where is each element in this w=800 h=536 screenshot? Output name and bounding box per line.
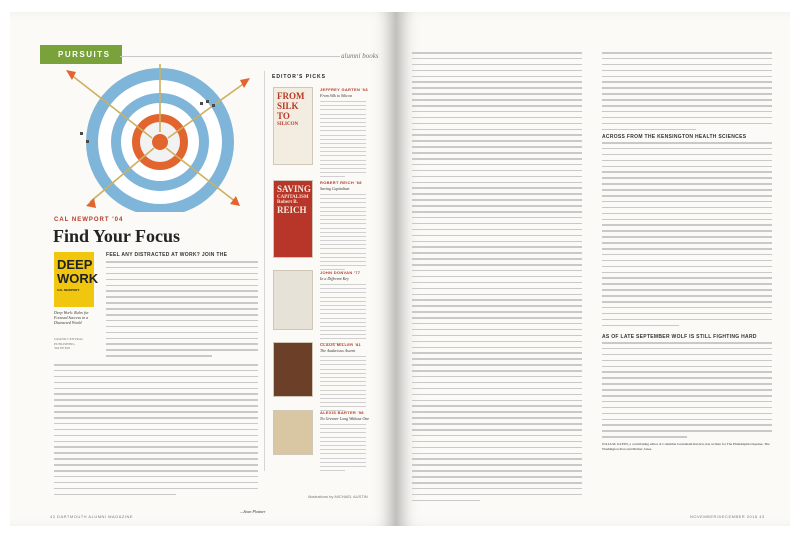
pick-book-title: From Silk to Silicon <box>320 93 352 98</box>
pick-description <box>320 356 366 415</box>
article-body-text-lower <box>54 364 258 499</box>
pick-book-cover <box>273 410 313 455</box>
book-publisher-line: GRAND CENTRAL PUBLISHING <box>54 337 84 346</box>
illustration-credit: illustrations by MICHAEL AUSTIN <box>308 494 368 499</box>
article-title: Find Your Focus <box>53 226 181 246</box>
pick-author: JOHN DONVAN '77 <box>320 270 361 275</box>
pick-book-title: No Greener Long Without One <box>320 416 370 421</box>
book-cover-line2: WORK <box>57 271 99 286</box>
book-caption: Deep Work: Rules for Focused Success in a Distracted World <box>54 310 89 325</box>
left-page <box>10 12 396 526</box>
editors-picks-heading: EDITOR'S PICKS <box>272 74 326 80</box>
target-illustration <box>60 62 260 212</box>
pick-description <box>320 194 366 274</box>
book-cover-line1: DEEP <box>57 257 93 272</box>
section-label: alumni books <box>341 52 379 60</box>
article-byline: CAL NEWPORT '04 <box>54 217 124 223</box>
right-column-2a <box>602 52 772 134</box>
footer-right: NOVEMBER/DECEMBER 2016 43 <box>690 514 765 519</box>
pick-book-cover <box>273 87 313 165</box>
article-signoff: —Sean Plottner <box>240 509 266 514</box>
pick-description <box>320 424 366 474</box>
intro-caps: FEEL ANY DISTRACTED AT WORK? JOIN THE <box>106 252 228 258</box>
book-publisher <box>54 337 100 351</box>
book-cover-deep-work <box>54 252 99 307</box>
pick-book-title: In a Different Key <box>320 276 349 281</box>
pick-cover-text: CAPITALISM <box>277 194 309 200</box>
section-tag: PURSUITS <box>40 45 122 64</box>
pick-book-title: The Audacious Ascent <box>320 348 356 353</box>
section-caps-1: ACROSS FROM THE KENSINGTON HEALTH SCIENCES <box>602 134 747 140</box>
pick-cover-text: FROM <box>277 91 305 101</box>
pick-cover-text: SILK <box>277 100 299 111</box>
pick-author: ALEXIS BARTER '98 <box>320 410 364 415</box>
pick-book-cover <box>273 270 313 330</box>
book-cover-author: CAL NEWPORT <box>57 288 80 292</box>
pick-book-cover <box>273 180 313 258</box>
right-column-2b <box>602 142 772 331</box>
pick-cover-text: Robert B. <box>277 200 298 206</box>
pick-author: JEFFREY GARTEN '68 <box>320 87 368 92</box>
top-rule <box>120 56 340 57</box>
pick-description <box>320 284 366 347</box>
article-body-text <box>106 261 258 361</box>
book-price-line: 304 PP $28 <box>54 346 71 350</box>
pick-author: ROBERT REICH '68 <box>320 180 362 185</box>
right-page <box>396 12 790 526</box>
pick-book-cover <box>273 342 313 397</box>
pick-cover-text: REICH <box>277 204 307 215</box>
pick-book-title: Saving Capitalism <box>320 186 350 191</box>
pick-cover-text: SAVING <box>277 184 311 194</box>
pick-author: CLAUS MILLER '81 <box>320 342 362 347</box>
pick-cover-text: SILICON <box>277 121 299 127</box>
right-column-2c <box>602 342 772 442</box>
section-caps-2: AS OF LATE SEPTEMBER WOLF IS STILL FIGHTING HARD <box>602 334 757 340</box>
pick-cover-text: TO <box>277 110 290 121</box>
author-bio: JULIA M. KLEIN, a contributing editor at Columbia Journalism Review, has written for The Philadelphia Inquirer, The Washington Post and Mother Jones. <box>602 442 770 451</box>
magazine-spread <box>10 12 790 526</box>
footer-left: 42 DARTMOUTH ALUMNI MAGAZINE <box>50 514 134 519</box>
right-column-1 <box>412 52 582 506</box>
pick-description <box>320 101 366 181</box>
